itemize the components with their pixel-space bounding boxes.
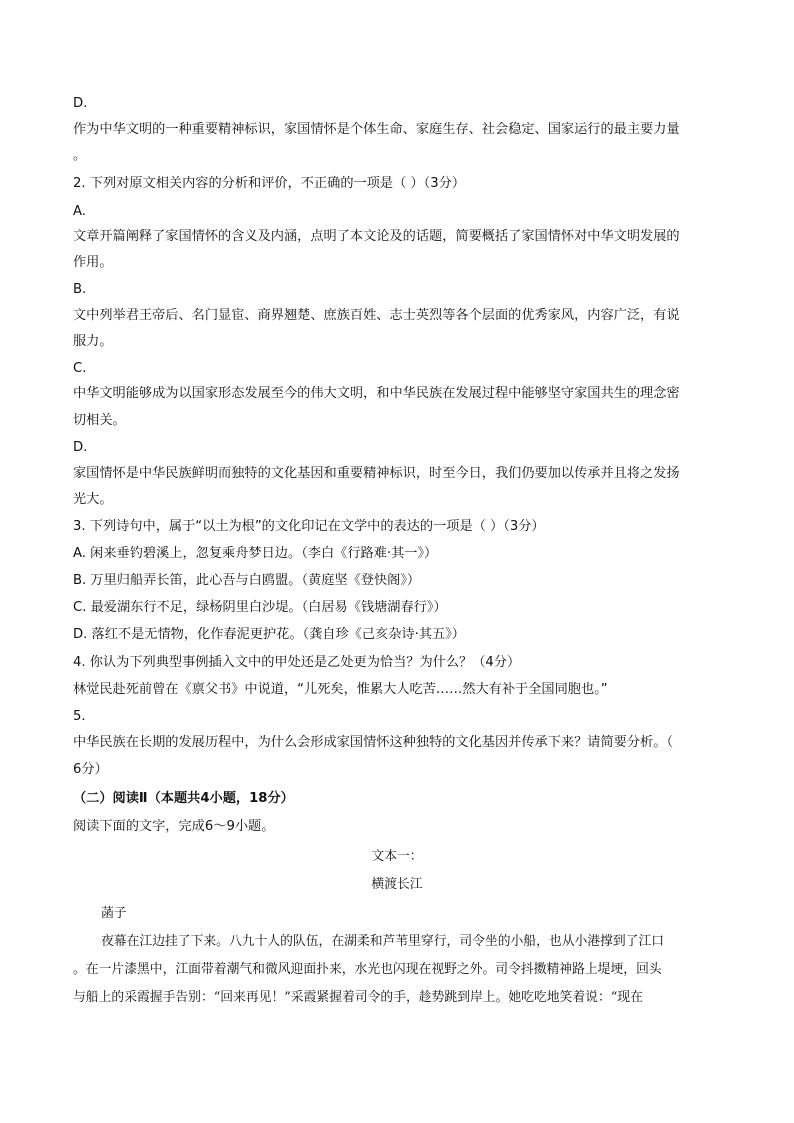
q2-option-d-text: 家国情怀是中华民族鲜明而独特的文化基因和重要精神标识，时至今日，我们仍要加以传承并且将之发扬	[73, 466, 680, 481]
q2-option-d-marker: D.	[73, 440, 88, 455]
q2-option-b-marker: B.	[73, 282, 87, 297]
question-5-text-end: 6分）	[73, 762, 108, 777]
q3-option-d: D. 落红不是无情物，化作春泥更护花。（龚自珍《己亥杂诗·其五》）	[73, 627, 465, 642]
question-4-example: 林觉民赴死前曾在《禀父书》中说道，“儿死矣，惟累大人吃苦……然大有补于全国同胞也。”	[73, 682, 608, 697]
q2-option-a-text: 文章开篇阐释了家国情怀的含义及内涵，点明了本文论及的话题，简要概括了家国情怀对中华文明发展的	[73, 229, 680, 244]
passage-line: 与船上的采霞握手告别：“回来再见！”采霞紧握着司令的手，趁势跳到岸上。她吃吃地笑着说：“现在	[73, 990, 643, 1005]
passage-line: 夜幕在江边挂了下来。八九十人的队伍，在湖柔和芦苇里穿行，司令坐的小船，也从小港撑到了江口	[101, 934, 665, 949]
question-3: 3. 下列诗句中，属于“以土为根”的文化印记在文学中的表达的一项是（ ）（3分）	[73, 519, 545, 534]
question-2: 2. 下列对原文相关内容的分析和评价，不正确的一项是（ ）（3分）	[73, 176, 466, 191]
q2-option-b-text: 文中列举君王帝后、名门显宦、商界翘楚、庶族百姓、志士英烈等各个层面的优秀家风，内容广泛，有说	[73, 308, 680, 323]
option-d-text-end: 。	[73, 148, 87, 163]
text-one-label: 文本一：	[371, 849, 423, 864]
question-5-text: 中华民族在长期的发展历程中，为什么会形成家国情怀这种独特的文化基因并传承下来？请简要分析。（	[73, 735, 674, 750]
passage-author: 菡子	[101, 906, 127, 921]
question-5-marker: 5.	[73, 709, 86, 724]
question-4: 4. 你认为下列典型事例插入文中的甲处还是乙处更为恰当？为什么？（4分）	[73, 655, 521, 670]
q2-option-d-text-end: 光大。	[73, 492, 113, 507]
q2-option-a-text-end: 作用。	[73, 255, 113, 270]
passage-title: 横渡长江	[371, 877, 423, 892]
q2-option-b-text-end: 服力。	[73, 334, 113, 349]
option-d-text: 作为中华文明的一种重要精神标识，家国情怀是个体生命、家庭生存、社会稳定、国家运行的最主要力量	[73, 122, 680, 137]
passage-line: 。在一片漆黑中，江面带着潮气和微风迎面扑来，水光也闪现在视野之外。司令抖擞精神路上堤埂，回头	[73, 962, 662, 977]
section-heading: （二）阅读Ⅱ（本题共4小题，18分）	[73, 791, 294, 806]
q3-option-a: A. 闲来垂钓碧溪上，忽复乘舟梦日边。（李白《行路难·其一》）	[73, 546, 438, 561]
q3-option-c: C. 最爱湖东行不足，绿杨阴里白沙堤。（白居易《钱塘湖春行》）	[73, 600, 447, 615]
q2-option-c-marker: C.	[73, 361, 87, 376]
q2-option-c-text-end: 切相关。	[73, 413, 126, 428]
q2-option-c-text: 中华文明能够成为以国家形态发展至今的伟大文明，和中华民族在发展过程中能够坚守家国共生的理念密	[73, 386, 680, 401]
q3-option-b: B. 万里归船弄长笛，此心吾与白鸥盟。（黄庭坚《登快阁》）	[73, 573, 421, 588]
reading-instruction: 阅读下面的文字，完成6～9小题。	[73, 819, 275, 834]
q2-option-a-marker: A.	[73, 204, 86, 219]
option-d-marker: D.	[73, 96, 88, 111]
